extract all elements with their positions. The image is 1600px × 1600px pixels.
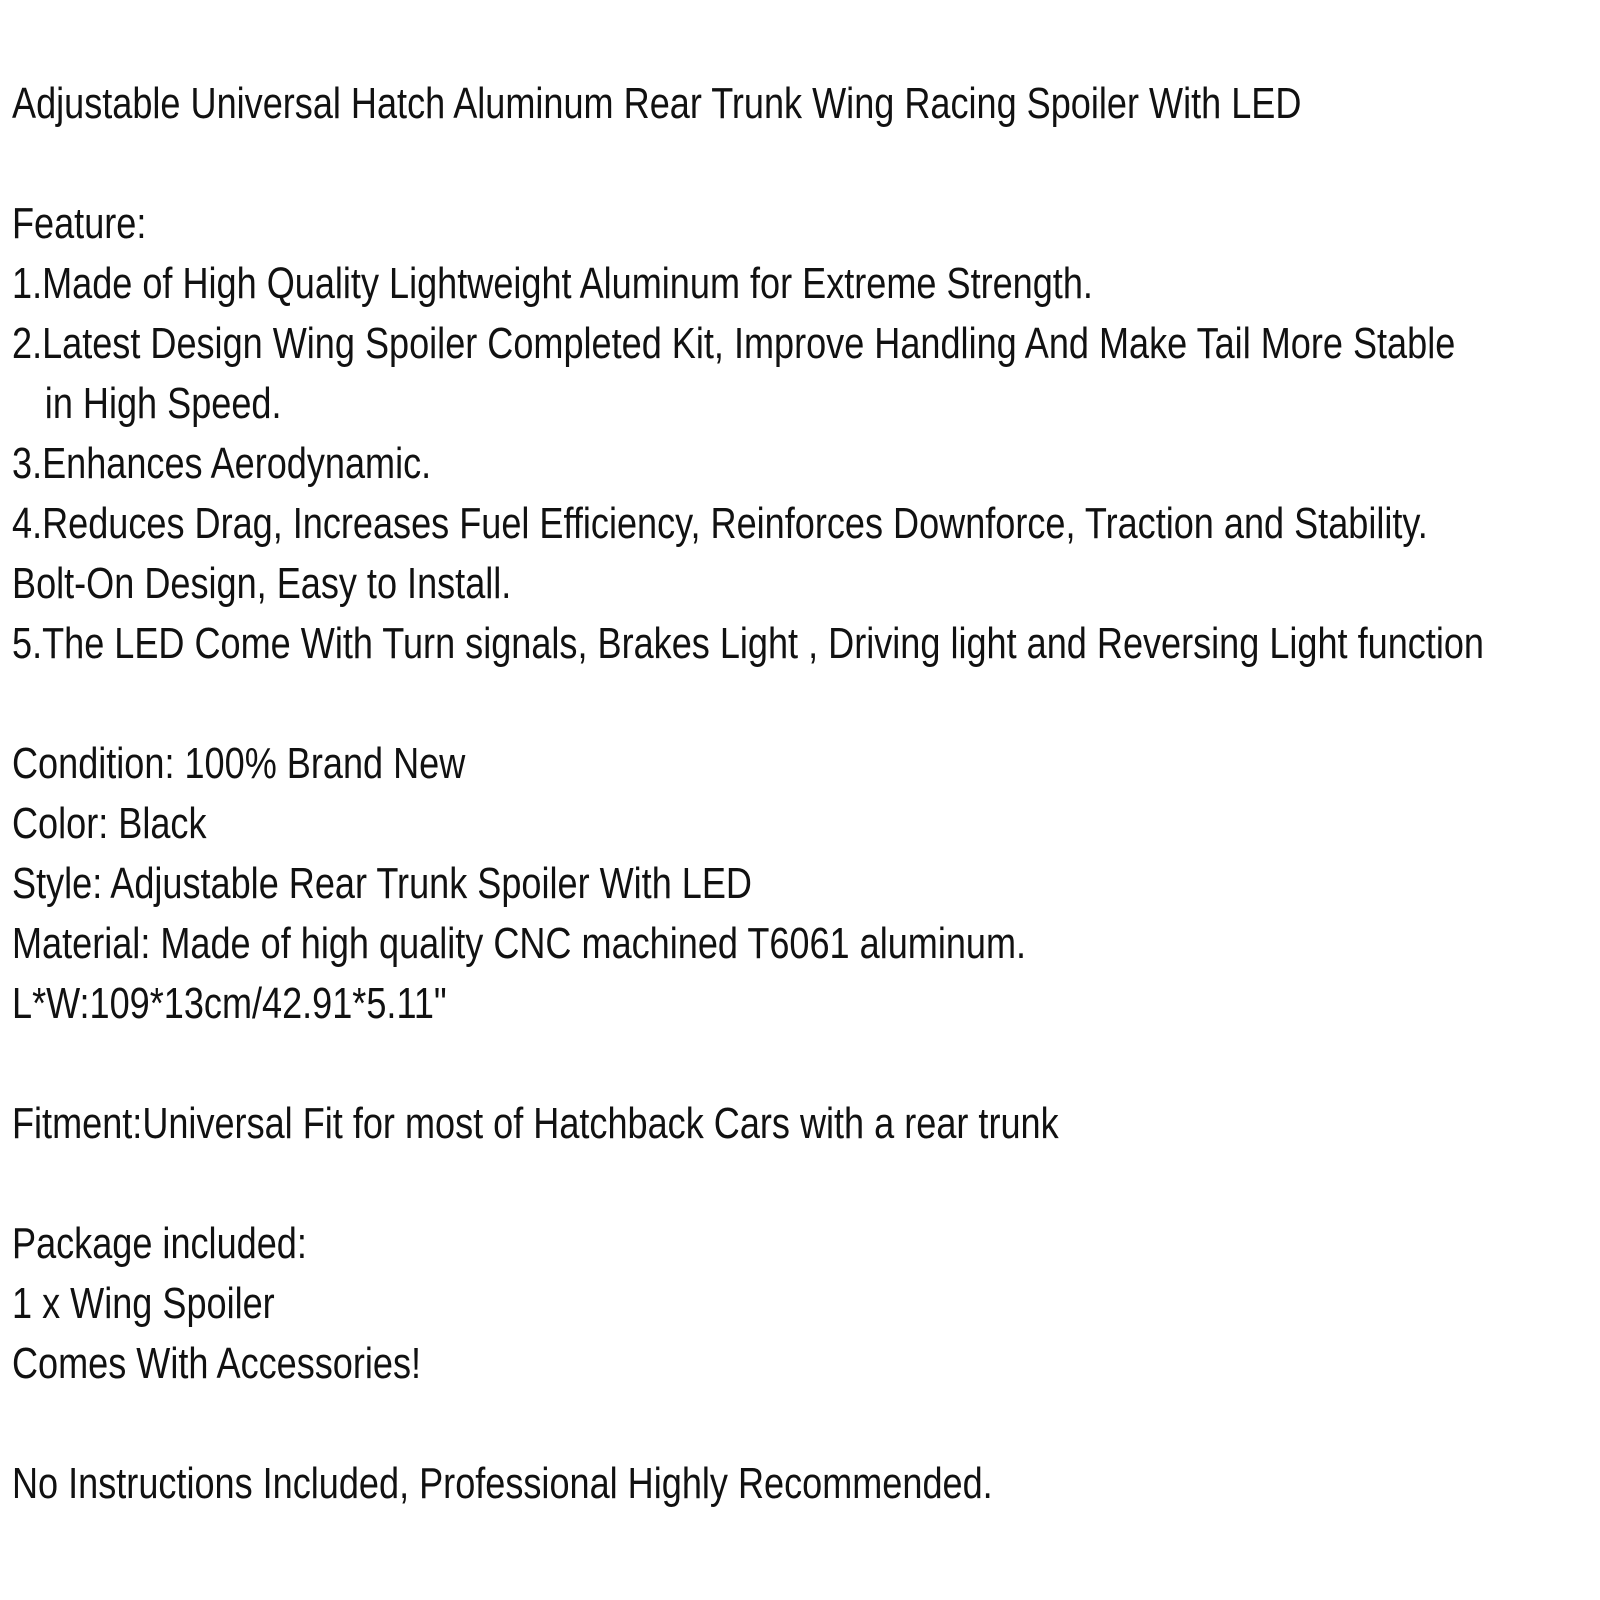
feature-heading: Feature: bbox=[12, 199, 147, 248]
package-item-1: 1 x Wing Spoiler bbox=[12, 1279, 275, 1328]
feature-item-1: 1.Made of High Quality Lightweight Aluminum for Extreme Strength. bbox=[12, 259, 1093, 308]
blank-line bbox=[12, 1034, 1314, 1094]
blank-line bbox=[12, 674, 1314, 734]
note-line: No Instructions Included, Professional Highly Recommended. bbox=[12, 1459, 993, 1508]
blank-line bbox=[12, 134, 1314, 194]
package-item-2: Comes With Accessories! bbox=[12, 1339, 422, 1388]
product-title: Adjustable Universal Hatch Aluminum Rear Trunk Wing Racing Spoiler With LED bbox=[12, 79, 1302, 128]
feature-item-3: 3.Enhances Aerodynamic. bbox=[12, 439, 432, 488]
color-line: Color: Black bbox=[12, 799, 207, 848]
fitment-line: Fitment:Universal Fit for most of Hatchback Cars with a rear trunk bbox=[12, 1099, 1059, 1148]
feature-item-2-continued: in High Speed. bbox=[44, 379, 282, 428]
blank-line bbox=[12, 1394, 1314, 1454]
dimensions-line: L*W:109*13cm/42.91*5.11" bbox=[12, 979, 447, 1028]
condition-line: Condition: 100% Brand New bbox=[12, 739, 466, 788]
package-heading: Package included: bbox=[12, 1219, 307, 1268]
style-line: Style: Adjustable Rear Trunk Spoiler With LED bbox=[12, 859, 752, 908]
feature-item-4: 4.Reduces Drag, Increases Fuel Efficiency, Reinforces Downforce, Traction and Stability. bbox=[12, 499, 1428, 548]
blank-line bbox=[12, 1154, 1314, 1214]
feature-item-5: 5.The LED Come With Turn signals, Brakes Light , Driving light and Reversing Light function bbox=[12, 619, 1484, 668]
material-line: Material: Made of high quality CNC machined T6061 aluminum. bbox=[12, 919, 1027, 968]
feature-item-bolt-on: Bolt-On Design, Easy to Install. bbox=[12, 559, 512, 608]
feature-item-2: 2.Latest Design Wing Spoiler Completed Kit, Improve Handling And Make Tail More Stable bbox=[12, 319, 1456, 368]
